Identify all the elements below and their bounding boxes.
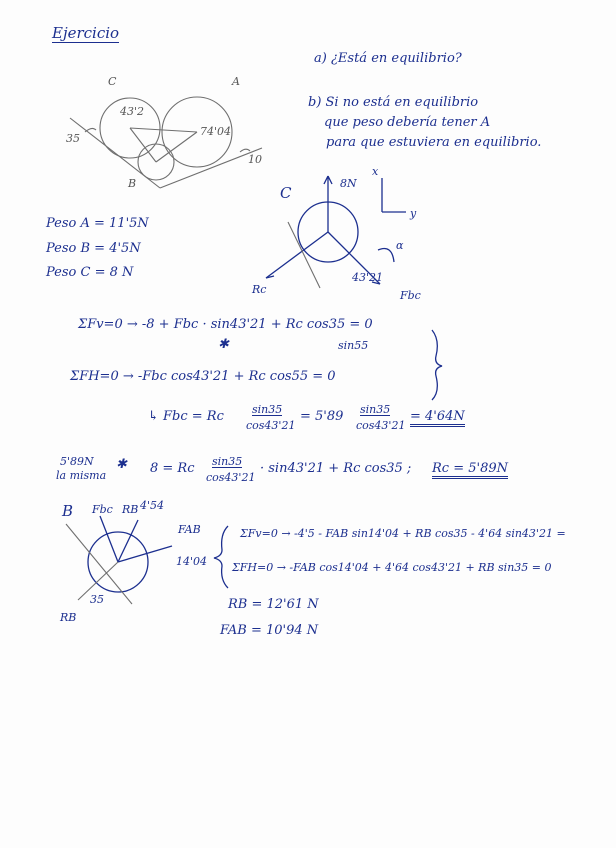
eq-b-fh: ΣFH=0 → -FAB cos14'04 + 4'64 cos43'21 + RB sin35 = 0 (232, 561, 552, 574)
eq-c-star: ✱ (218, 337, 229, 352)
eq-c-mid: = 5'89 (300, 409, 344, 424)
eq-c-fh: ΣFH=0 → -Fbc cos43'21 + Rc cos55 = 0 (70, 369, 336, 384)
eq-c-fbc-value: = 4'64N (410, 410, 465, 427)
fbd-c-angle: 43'21 (352, 271, 384, 284)
question-b-line3: para que estuviera en equilibrio. (326, 135, 542, 150)
fbd-c-label: C (280, 184, 292, 202)
fbd-c-rc: Rc (252, 283, 267, 296)
eq-c-frac1-den: cos43'21 (246, 419, 296, 432)
fbd-c-fbc: Fbc (400, 289, 421, 302)
main-figure (70, 97, 262, 188)
fbd-c-alpha: α (396, 239, 404, 252)
fbd-b-angle-35: 35 (90, 593, 104, 606)
eq-c-fy: ΣFv=0 → -8 + Fbc · sin43'21 + Rc cos35 = 0 (78, 317, 373, 332)
label-a: A (232, 75, 240, 88)
eq-c-frac1-num: sin35 (252, 403, 283, 416)
eq-b-fv: ΣFv=0 → -4'5 - FAB sin14'04 + RB cos35 - 4'64 sin43'21 = (240, 527, 566, 540)
star-eq-lhs: 8 = Rc (150, 461, 195, 476)
weight-c: Peso C = 8 N (46, 265, 134, 280)
fbd-b-fab: FAB (178, 523, 201, 536)
label-b: B (128, 177, 137, 190)
rb-result: RB = 12'61 N (228, 597, 319, 612)
fab-result: FAB = 10'94 N (220, 623, 319, 638)
star-mark: ✱ (116, 457, 127, 472)
eq-c-frac2-den: cos43'21 (356, 419, 406, 432)
star-eq-den: cos43'21 (206, 471, 256, 484)
side-note-1: 5'89N (60, 455, 94, 468)
rc-value: Rc = 5'89N (432, 462, 508, 479)
star-eq-rest: · sin43'21 + Rc cos35 ; (260, 461, 412, 476)
angle-a: 74'04 (200, 125, 232, 138)
star-eq-num: sin35 (212, 455, 243, 468)
fbd-b-rb: RB (122, 503, 139, 516)
question-b-line1: b) Si no está en equilibrio (308, 95, 479, 110)
fbd-c-axis-y: y (410, 207, 417, 220)
eq-c-result-lhs: ↳ Fbc = Rc (148, 409, 224, 424)
fbd-b-rb-below: RB (60, 611, 77, 624)
fbd-c-force-up: 8N (340, 177, 357, 190)
side-note-2: la misma (56, 469, 107, 482)
question-b-line2: que peso debería tener A (324, 115, 491, 130)
angle-left: 35 (66, 132, 80, 145)
page-title: Ejercicio (52, 24, 120, 42)
equation-brace (432, 330, 442, 400)
fbd-c-axis-x: x (372, 165, 379, 178)
fbd-b-figure (66, 516, 172, 604)
fbd-b-fbc: Fbc (92, 503, 113, 516)
question-a: a) ¿Está en equilibrio? (314, 51, 462, 66)
equation-brace-b (214, 526, 228, 588)
fbd-b-label: B (62, 502, 74, 520)
fbd-b-rb-value: 4'54 (140, 499, 165, 512)
weight-a: Peso A = 11'5N (46, 216, 149, 231)
eq-c-frac2-num: sin35 (360, 403, 391, 416)
eq-c-sin55: sin55 (338, 339, 369, 352)
weight-b: Peso B = 4'5N (46, 241, 141, 256)
angle-c: 43'2 (120, 105, 145, 118)
angle-right: 10 (248, 153, 262, 166)
label-c: C (108, 75, 117, 88)
fbd-b-angle-104: 14'04 (176, 555, 208, 568)
